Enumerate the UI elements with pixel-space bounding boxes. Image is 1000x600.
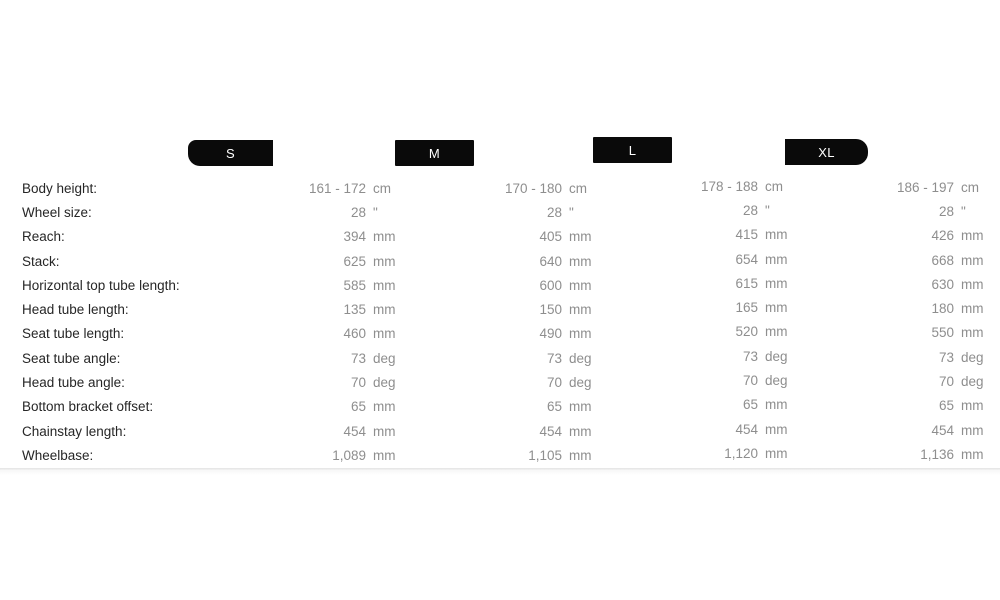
cell-value: 490 (539, 326, 562, 342)
table-row (0, 249, 1000, 273)
size-tab-xl[interactable]: XL (785, 139, 868, 165)
size-tab-l[interactable]: L (593, 137, 672, 163)
size-s-cell (198, 399, 394, 414)
size-m-cell (394, 375, 590, 390)
cell-unit: deg (961, 374, 984, 390)
size-s-cell (198, 254, 394, 269)
cell-value: 1,120 (724, 445, 758, 461)
table-row (0, 370, 1000, 394)
size-m-cell (394, 448, 590, 463)
cell-unit: mm (373, 229, 396, 245)
row-label: Stack: (22, 253, 60, 269)
size-m-cell (394, 278, 590, 293)
size-xl-cell (786, 447, 982, 462)
size-s-cell (198, 205, 394, 220)
cell-value: 70 (742, 373, 758, 389)
cell-value: 615 (735, 275, 758, 291)
cell-value: 1,105 (528, 447, 562, 463)
cell-value: 630 (931, 276, 954, 292)
cell-value: 70 (938, 374, 954, 390)
cell-unit: deg (569, 375, 592, 391)
cell-unit: cm (961, 179, 979, 195)
cell-unit: mm (961, 228, 984, 244)
cell-value: 426 (931, 228, 954, 244)
size-s-cell (198, 229, 394, 244)
cell-unit: mm (765, 421, 788, 437)
size-s-cell (198, 278, 394, 293)
cell-value: 520 (735, 324, 758, 340)
cell-value: 460 (343, 326, 366, 342)
row-label: Wheelbase: (22, 447, 94, 463)
size-l-cell (590, 203, 786, 218)
cell-unit: mm (373, 302, 396, 318)
row-label: Wheel size: (22, 204, 92, 220)
cell-value: 70 (546, 375, 562, 391)
cell-unit: mm (765, 324, 788, 340)
cell-unit: mm (961, 398, 984, 414)
table-row (0, 322, 1000, 346)
row-label: Head tube length: (22, 302, 129, 318)
cell-value: 1,136 (920, 446, 954, 462)
table-row (0, 225, 1000, 249)
cell-value: 454 (539, 423, 562, 439)
table-row (0, 395, 1000, 419)
size-tab-s[interactable]: S (188, 140, 273, 166)
cell-unit: mm (373, 326, 396, 342)
cell-unit: deg (569, 350, 592, 366)
cell-value: 1,089 (332, 447, 366, 463)
cell-value: 180 (931, 301, 954, 317)
size-s-cell (198, 375, 394, 390)
row-label: Seat tube length: (22, 326, 125, 342)
cell-value: 668 (931, 252, 954, 268)
row-label: Horizontal top tube length: (22, 277, 180, 293)
cell-unit: mm (961, 301, 984, 317)
size-xl-cell (786, 301, 982, 316)
table-row (0, 443, 1000, 467)
size-xl-cell (786, 350, 982, 365)
size-l-cell (590, 373, 786, 388)
row-label: Head tube angle: (22, 375, 125, 391)
cell-value: 625 (343, 253, 366, 269)
cell-unit: mm (961, 422, 984, 438)
cell-value: 454 (343, 423, 366, 439)
cell-value: 654 (735, 251, 758, 267)
cell-value: 65 (350, 399, 366, 415)
cell-unit: mm (765, 227, 788, 243)
size-m-cell (394, 399, 590, 414)
table-bottom-divider (0, 468, 1000, 475)
size-xl-cell (786, 253, 982, 268)
cell-value: 415 (735, 227, 758, 243)
size-xl-cell (786, 398, 982, 413)
cell-value: 65 (546, 399, 562, 415)
cell-value: 73 (350, 350, 366, 366)
table-row (0, 297, 1000, 321)
cell-value: 550 (931, 325, 954, 341)
size-xl-cell (786, 277, 982, 292)
size-s-cell (198, 181, 394, 196)
cell-value: 28 (742, 202, 758, 218)
table-row (0, 346, 1000, 370)
row-label: Bottom bracket offset: (22, 399, 154, 415)
size-l-cell (590, 349, 786, 364)
size-l-cell (590, 324, 786, 339)
cell-unit: mm (765, 300, 788, 316)
size-m-cell (394, 424, 590, 439)
size-s-cell (198, 302, 394, 317)
cell-value: 394 (343, 229, 366, 245)
size-m-cell (394, 302, 590, 317)
cell-unit: " (373, 204, 378, 220)
table-row (0, 419, 1000, 443)
cell-value: 161 - 172 (308, 180, 366, 196)
cell-unit: deg (961, 349, 984, 365)
cell-unit: mm (373, 277, 396, 293)
size-l-cell (590, 252, 786, 267)
cell-unit: mm (961, 325, 984, 341)
size-xl-cell (786, 180, 982, 195)
size-m-cell (394, 229, 590, 244)
cell-value: 585 (343, 277, 366, 293)
size-xl-cell (786, 204, 982, 219)
table-row (0, 200, 1000, 224)
cell-value: 170 - 180 (504, 180, 562, 196)
cell-unit: deg (373, 350, 396, 366)
cell-unit: mm (569, 447, 592, 463)
size-l-cell (590, 397, 786, 412)
size-xl-cell (786, 423, 982, 438)
size-m-cell (394, 351, 590, 366)
cell-unit: mm (765, 397, 788, 413)
cell-unit: mm (569, 253, 592, 269)
cell-unit: mm (373, 447, 396, 463)
cell-unit: mm (569, 399, 592, 415)
cell-unit: deg (765, 348, 788, 364)
cell-value: 150 (539, 302, 562, 318)
cell-unit: " (569, 204, 574, 220)
cell-unit: mm (373, 253, 396, 269)
cell-unit: cm (569, 180, 587, 196)
cell-unit: cm (765, 178, 783, 194)
cell-value: 454 (735, 421, 758, 437)
size-l-cell (590, 179, 786, 194)
size-s-cell (198, 351, 394, 366)
geometry-rows (0, 176, 1000, 468)
size-s-cell (198, 326, 394, 341)
cell-unit: " (765, 202, 770, 218)
cell-value: 165 (735, 300, 758, 316)
size-l-cell (590, 422, 786, 437)
cell-value: 73 (938, 349, 954, 365)
cell-value: 640 (539, 253, 562, 269)
cell-unit: mm (373, 399, 396, 415)
size-l-cell (590, 446, 786, 461)
size-l-cell (590, 276, 786, 291)
size-s-cell (198, 448, 394, 463)
cell-value: 73 (546, 350, 562, 366)
cell-value: 454 (931, 422, 954, 438)
size-m-cell (394, 181, 590, 196)
cell-value: 70 (350, 375, 366, 391)
cell-value: 186 - 197 (896, 179, 954, 195)
cell-unit: mm (961, 446, 984, 462)
row-label: Body height: (22, 180, 98, 196)
cell-unit: mm (569, 229, 592, 245)
cell-unit: mm (961, 276, 984, 292)
cell-value: 28 (546, 204, 562, 220)
size-m-cell (394, 205, 590, 220)
size-m-cell (394, 326, 590, 341)
cell-unit: " (961, 203, 966, 219)
cell-value: 135 (343, 302, 366, 318)
size-xl-cell (786, 325, 982, 340)
cell-unit: mm (569, 423, 592, 439)
row-label: Seat tube angle: (22, 350, 121, 366)
size-m-cell (394, 254, 590, 269)
cell-value: 28 (938, 203, 954, 219)
cell-value: 178 - 188 (700, 178, 758, 194)
cell-unit: mm (961, 252, 984, 268)
cell-value: 28 (350, 204, 366, 220)
cell-unit: mm (569, 277, 592, 293)
cell-unit: mm (765, 251, 788, 267)
cell-unit: deg (373, 375, 396, 391)
size-xl-cell (786, 374, 982, 389)
cell-unit: deg (765, 373, 788, 389)
size-l-cell (590, 227, 786, 242)
table-row (0, 176, 1000, 200)
cell-unit: mm (373, 423, 396, 439)
cell-unit: mm (765, 275, 788, 291)
size-l-cell (590, 300, 786, 315)
row-label: Reach: (22, 229, 65, 245)
cell-value: 600 (539, 277, 562, 293)
size-s-cell (198, 424, 394, 439)
cell-unit: cm (373, 180, 391, 196)
cell-value: 405 (539, 229, 562, 245)
size-tabs-row (0, 140, 1000, 166)
cell-unit: mm (765, 445, 788, 461)
cell-value: 65 (938, 398, 954, 414)
row-label: Chainstay length: (22, 423, 127, 439)
table-row (0, 273, 1000, 297)
cell-unit: mm (569, 326, 592, 342)
size-tab-m[interactable]: M (395, 140, 474, 166)
cell-value: 65 (742, 397, 758, 413)
cell-value: 73 (742, 348, 758, 364)
size-xl-cell (786, 228, 982, 243)
cell-unit: mm (569, 302, 592, 318)
